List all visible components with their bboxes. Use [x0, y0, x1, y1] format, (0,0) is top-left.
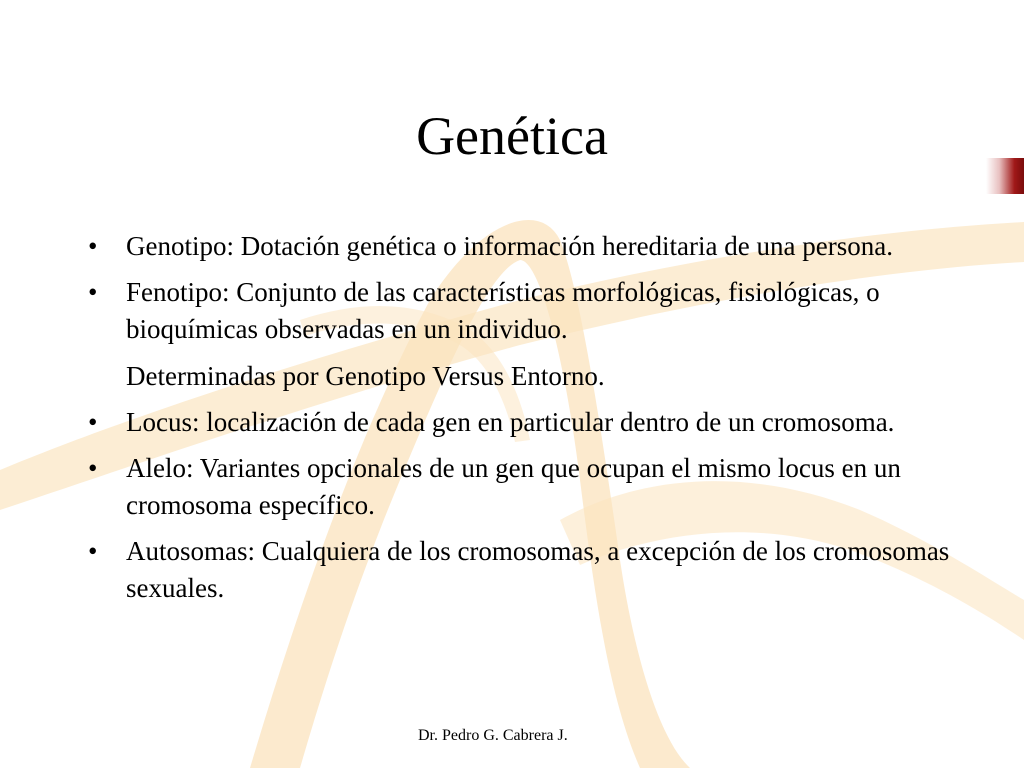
footer-author: Dr. Pedro G. Cabrera J.: [418, 727, 568, 744]
bullet-text: Genotipo: Dotación genética o información hereditaria de una persona.: [126, 231, 893, 261]
bullet-marker: •: [88, 453, 98, 483]
bullet-list: [88, 228, 968, 616]
bullet-text: Locus: localización de cada gen en particular dentro de un cromosoma.: [126, 407, 895, 437]
list-item: [88, 533, 968, 607]
bullet-marker: •: [88, 231, 98, 261]
bullet-text: Fenotipo: Conjunto de las características morfológicas, fisiológicas, o bioquímicas observadas en un individuo.: [126, 277, 880, 344]
bullet-marker: •: [88, 536, 98, 566]
continuation-text: Determinadas por Genotipo Versus Entorno.: [126, 361, 605, 391]
bullet-text: Alelo: Variantes opcionales de un gen que ocupan el mismo locus en un cromosoma específico.: [126, 453, 901, 520]
list-item: [88, 228, 968, 265]
bullet-marker: •: [88, 407, 98, 437]
bullet-marker: •: [88, 277, 98, 307]
list-item: [88, 450, 968, 524]
slide-title: Genética: [416, 106, 608, 166]
list-item: [88, 404, 968, 441]
bullet-text: Autosomas: Cualquiera de los cromosomas, a excepción de los cromosomas sexuales.: [126, 536, 950, 603]
list-item: [88, 274, 968, 348]
